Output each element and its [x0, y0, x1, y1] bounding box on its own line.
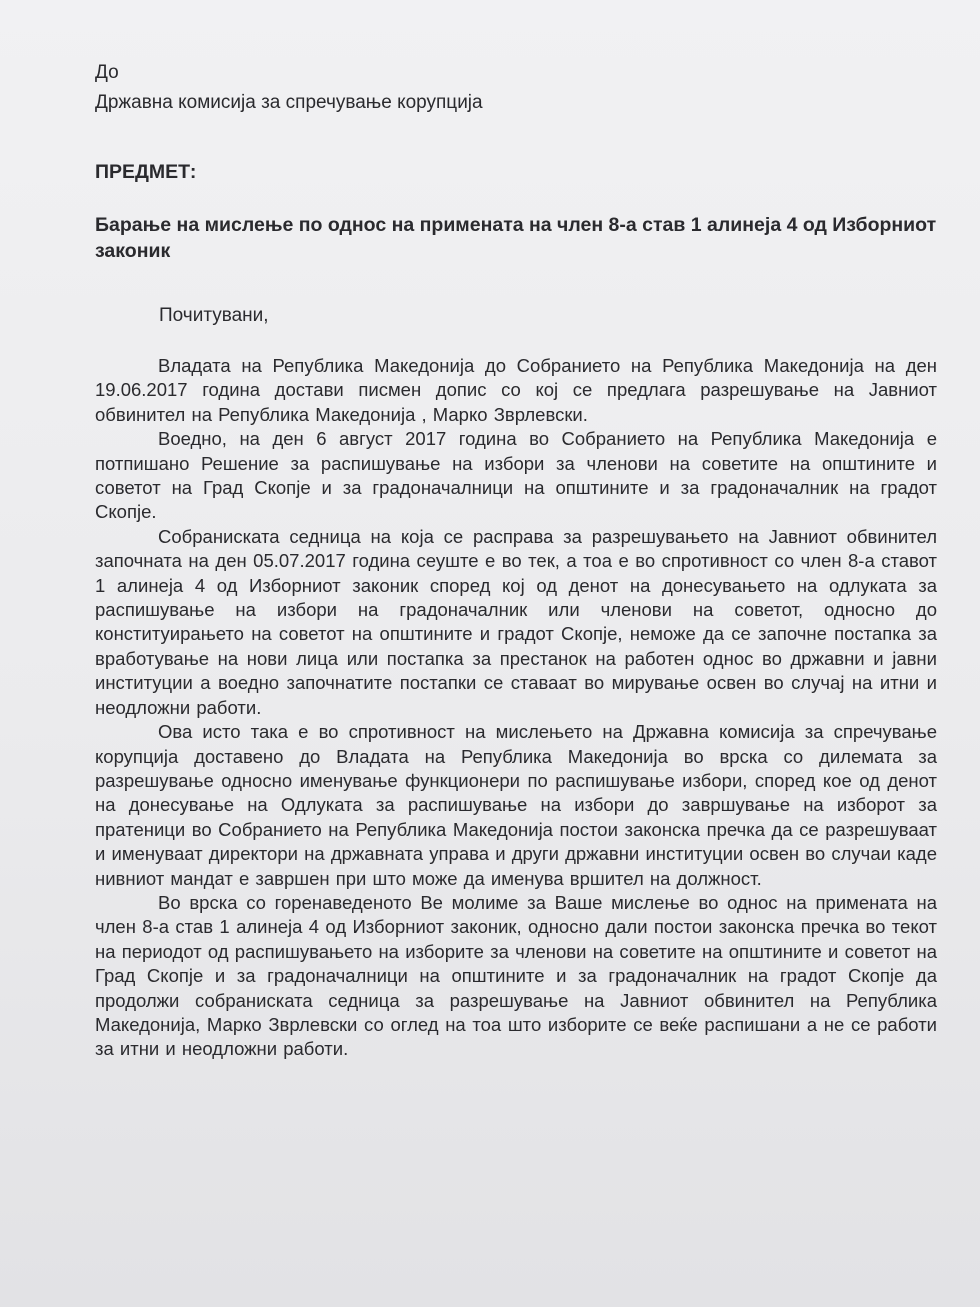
subject-label: ПРЕДМЕТ: — [95, 161, 197, 183]
paragraph-2: Воедно, на ден 6 август 2017 година во Собранието на Република Македонија е потпишано Решение за распишување на избори за членови на советите на општините и советот на Град Скопје и за градоначалници на општините и за градоначалник на градот Скопје. — [95, 428, 937, 523]
paragraph-4: Ова исто така е во спротивност на мислењето на Државна комисија за спречување корупција доставено до Владата на Република Македонија во врска со дилемата за разрешување односно именување функционери по распишување избори, според кое од денот на донесување на Одлуката за распишување на избори до завршување на изборот за пратеници во Собранието на Република Македонија постои законска пречка да се разрешуваат и именуваат директори на државната управа и други државни институции освен во случаи каде нивниот мандат е завршен при што може да именува вршител на должност. — [95, 721, 937, 889]
subject-text: Барање на мислење по однос на примената на член 8-а став 1 алинеја 4 од Изборниот законик — [95, 214, 937, 262]
letter-body — [95, 354, 937, 1062]
paragraph-5: Во врска со горенаведеното Ве молиме за Ваше мислење во однос на примената на член 8-а став 1 алинеја 4 од Изборниот законик, односно дали постои законска пречка во текот на периодот од распишувањето на изборите за членови на советите на општините и советот на Град Скопје и за градоначалници на општините и за градоначалник на градот Скопје да продолжи собраниската седница за разрешување на Јавниот обвинител на Република Македонија, Марко Зврлевски со оглед на тоа што изборите се веќе распишани а не се работи за итни и неодложни работи. — [95, 891, 937, 1060]
recipient-to: До — [95, 62, 119, 83]
recipient-institution: Државна комисија за спречување корупција — [95, 92, 483, 113]
paragraph-3: Собраниската седница на која се расправа за разрешувањето на Јавниот обвинител започната на ден 05.07.2017 година сеуште е во тек, а тоа е во спротивност со член 8-а ставот 1 алинеја 4 од Изборниот законик според кој од денот на донесувањето на одлуката за распишување на избори на градоначалник или членови на советот, односно до конституирањето на советот на општините и градот Скопје, неможе да се започне постапка за вработување на нови лица или постапка за престанок на работен однос во државни и јавни институции а воедно започнатите постапки се ставаат во мирување освен во случај на итни и неодложни работи. — [95, 525, 937, 718]
letter-content — [95, 58, 937, 1062]
paragraph-1: Владата на Република Македонија до Собранието на Република Македонија на ден 19.06.2017 година достави писмен допис со кој се предлага разрешување на Јавниот обвинител на Република Македонија , Марко Зврлевски. — [95, 355, 937, 425]
greeting: Почитувани, — [159, 305, 269, 326]
